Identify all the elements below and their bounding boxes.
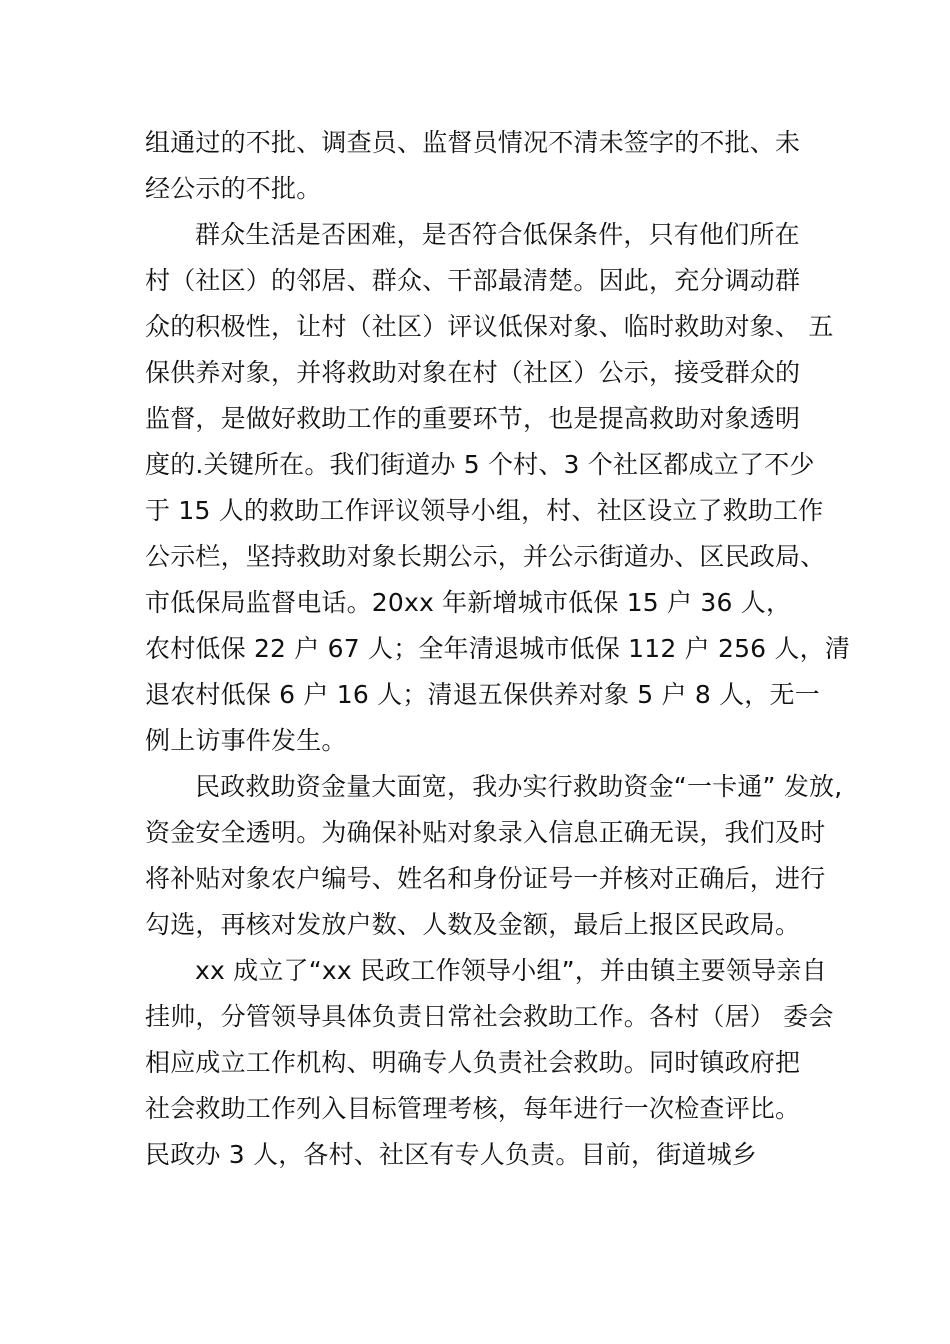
- text-line: 勾选，再核对发放户数、人数及金额，最后上报区民政局。: [145, 910, 801, 939]
- text-line: 民政办 3 人，各村、社区有专人负责。目前，街道城乡: [145, 1140, 758, 1169]
- text-line: 监督，是做好救助工作的重要环节，也是提高救助对象透明: [145, 404, 801, 433]
- paragraph-start-line: 民政救助资金量大面宽，我办实行救助资金“一卡通” 发放,: [195, 772, 843, 801]
- text-line: 例上访事件发生。: [145, 726, 347, 755]
- text-line: 退农村低保 6 户 16 人；清退五保供养对象 5 户 8 人，无一: [145, 680, 820, 709]
- text-line: 社会救助工作列入目标管理考核，每年进行一次检查评比。: [145, 1094, 801, 1123]
- text-line: 相应成立工作机构、明确专人负责社会救助。同时镇政府把: [145, 1048, 801, 1077]
- text-line: 组通过的不批、调查员、监督员情况不清未签字的不批、未: [145, 128, 801, 157]
- text-line: 将补贴对象农户编号、姓名和身份证号一并核对正确后，进行: [145, 864, 826, 893]
- text-line: 市低保局监督电话。20xx 年新增城市低保 15 户 36 人，: [145, 588, 792, 617]
- paragraph-start-line: xx 成立了“xx 民政工作领导小组”，并由镇主要领导亲自: [195, 956, 827, 985]
- text-line: 于 15 人的救助工作评议领导小组，村、社区设立了救助工作: [145, 496, 824, 525]
- text-line: 农村低保 22 户 67 人；全年清退城市低保 112 户 256 人，清: [145, 634, 851, 663]
- text-line: 村（社区）的邻居、群众、干部最清楚。因此，充分调动群: [145, 266, 801, 295]
- text-line: 经公示的不批。: [145, 174, 322, 203]
- paragraph-start-line: 群众生活是否困难，是否符合低保条件，只有他们所在: [195, 220, 800, 249]
- text-line: 资金安全透明。为确保补贴对象录入信息正确无误，我们及时: [145, 818, 826, 847]
- text-line: 保供养对象，并将救助对象在村（社区）公示，接受群众的: [145, 358, 801, 387]
- text-line: 度的.关键所在。我们街道办 5 个村、3 个社区都成立了不少: [145, 450, 815, 479]
- text-line: 公示栏，坚持救助对象长期公示，并公示街道办、区民政局、: [145, 542, 826, 571]
- text-line: 挂帅，分管领导具体负责日常社会救助工作。各村（居） 委会: [145, 1002, 834, 1031]
- text-line: 众的积极性，让村（社区）评议低保对象、临时救助对象、 五: [145, 312, 834, 341]
